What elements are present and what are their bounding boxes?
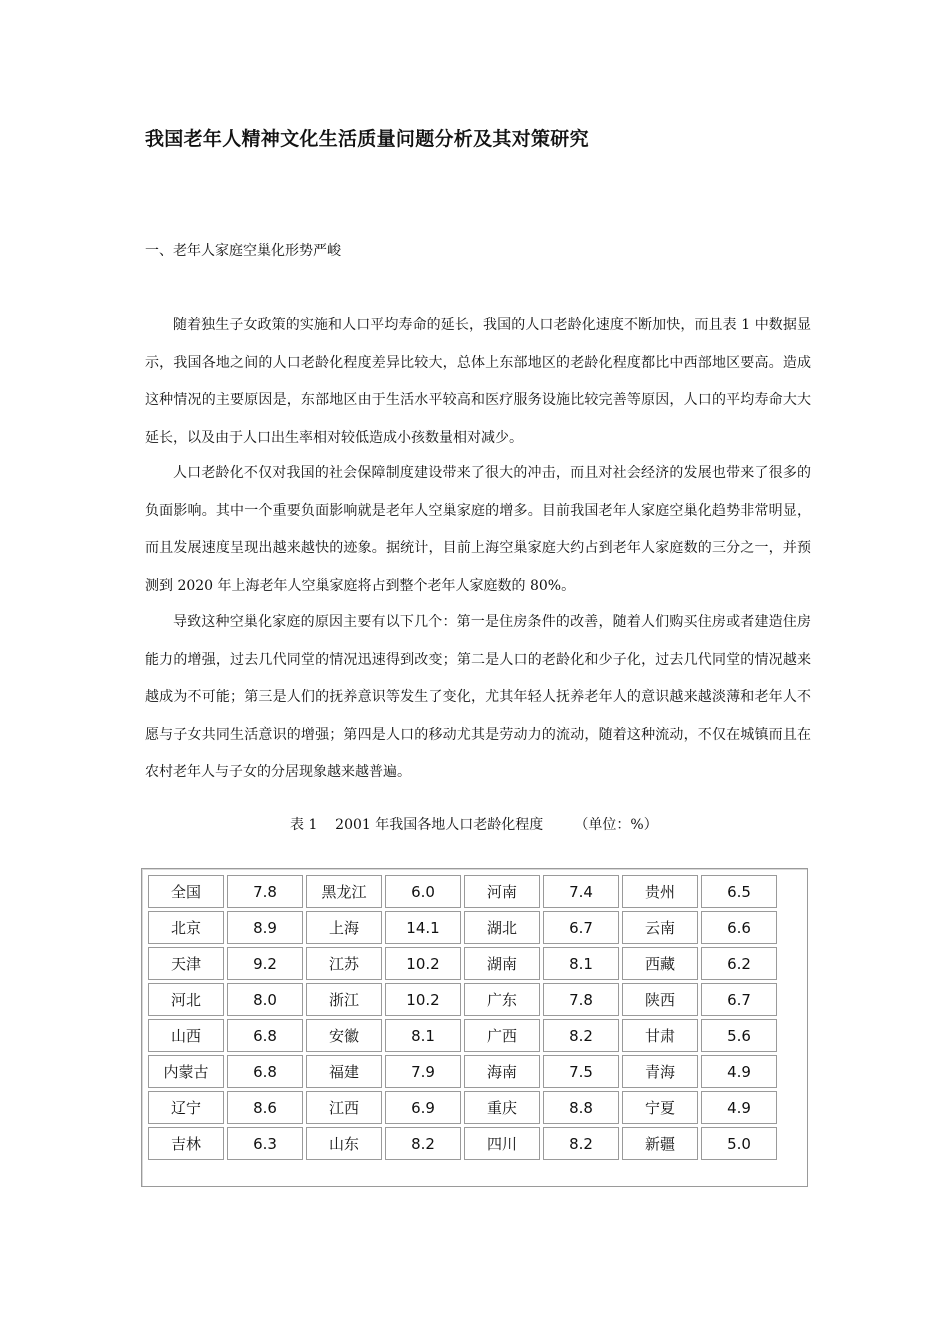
table-row <box>148 983 777 1016</box>
region-name-cell: 广西 <box>464 1019 540 1052</box>
aging-rate-cell: 5.0 <box>701 1127 777 1160</box>
aging-rate-cell: 14.1 <box>385 911 461 944</box>
section-heading: 一、老年人家庭空巢化形势严峻 <box>145 243 341 259</box>
region-name-cell: 安徽 <box>306 1019 382 1052</box>
region-name-cell: 黑龙江 <box>306 875 382 908</box>
region-name-cell: 全国 <box>148 875 224 908</box>
aging-rate-cell: 8.8 <box>543 1091 619 1124</box>
region-name-cell: 辽宁 <box>148 1091 224 1124</box>
region-name-cell: 湖南 <box>464 947 540 980</box>
region-name-cell: 吉林 <box>148 1127 224 1160</box>
aging-rate-cell: 7.8 <box>543 983 619 1016</box>
region-name-cell: 天津 <box>148 947 224 980</box>
region-name-cell: 宁夏 <box>622 1091 698 1124</box>
aging-rate-cell: 6.9 <box>385 1091 461 1124</box>
region-name-cell: 广东 <box>464 983 540 1016</box>
paragraph-3 <box>145 604 811 792</box>
aging-rate-cell: 8.6 <box>227 1091 303 1124</box>
aging-rate-cell: 8.1 <box>543 947 619 980</box>
aging-rate-cell: 5.6 <box>701 1019 777 1052</box>
table-row <box>148 1127 777 1160</box>
table-row <box>148 1091 777 1124</box>
aging-rate-cell: 6.8 <box>227 1019 303 1052</box>
aging-rate-cell: 4.9 <box>701 1055 777 1088</box>
aging-rate-cell: 6.7 <box>701 983 777 1016</box>
region-name-cell: 内蒙古 <box>148 1055 224 1088</box>
region-name-cell: 江苏 <box>306 947 382 980</box>
region-name-cell: 青海 <box>622 1055 698 1088</box>
aging-rate-cell: 6.7 <box>543 911 619 944</box>
region-name-cell: 云南 <box>622 911 698 944</box>
aging-rate-cell: 6.5 <box>701 875 777 908</box>
region-name-cell: 北京 <box>148 911 224 944</box>
region-name-cell: 西藏 <box>622 947 698 980</box>
aging-rate-cell: 10.2 <box>385 947 461 980</box>
paragraph-2 <box>145 455 811 605</box>
region-name-cell: 新疆 <box>622 1127 698 1160</box>
paragraph-text: 随着独生子女政策的实施和人口平均寿命的延长，我国的人口老龄化速度不断加快，而且表 1 中数据显示，我国各地之间的人口老龄化程度差异比较大，总体上东部地区的老龄化程度都比中西部地区要高。造成这种情况的主要原因是，东部地区由于生活水平较高和医疗服务设施比较完善等原因，人口的平均寿命大大延长，以及由于人口出生率相对较低造成小孩数量相对减少。 <box>145 317 811 446</box>
aging-rate-cell: 8.2 <box>385 1127 461 1160</box>
paragraph-text: 人口老龄化不仅对我国的社会保障制度建设带来了很大的冲击，而且对社会经济的发展也带来了很多的负面影响。其中一个重要负面影响就是老年人空巢家庭的增多。目前我国老年人家庭空巢化趋势非常明显，而且发展速度呈现出越来越快的迹象。据统计，目前上海空巢家庭大约占到老年人家庭数的三分之一，并预测到 2020 年上海老年人空巢家庭将占到整个老年人家庭数的 80%。 <box>145 465 811 594</box>
aging-rate-cell: 8.1 <box>385 1019 461 1052</box>
region-name-cell: 甘肃 <box>622 1019 698 1052</box>
table-row <box>148 911 777 944</box>
aging-rate-cell: 6.0 <box>385 875 461 908</box>
table-row <box>148 947 777 980</box>
paragraph-1 <box>145 307 811 457</box>
region-name-cell: 陕西 <box>622 983 698 1016</box>
aging-rate-cell: 4.9 <box>701 1091 777 1124</box>
region-name-cell: 海南 <box>464 1055 540 1088</box>
document-title: 我国老年人精神文化生活质量问题分析及其对策研究 <box>145 128 589 150</box>
region-name-cell: 河北 <box>148 983 224 1016</box>
aging-rate-cell: 6.3 <box>227 1127 303 1160</box>
region-name-cell: 江西 <box>306 1091 382 1124</box>
region-name-cell: 浙江 <box>306 983 382 1016</box>
aging-rate-cell: 6.8 <box>227 1055 303 1088</box>
aging-rate-cell: 7.4 <box>543 875 619 908</box>
aging-rate-cell: 6.2 <box>701 947 777 980</box>
aging-rate-cell: 8.2 <box>543 1127 619 1160</box>
aging-rate-cell: 7.9 <box>385 1055 461 1088</box>
region-name-cell: 重庆 <box>464 1091 540 1124</box>
aging-rate-cell: 8.2 <box>543 1019 619 1052</box>
region-name-cell: 山东 <box>306 1127 382 1160</box>
region-name-cell: 福建 <box>306 1055 382 1088</box>
region-name-cell: 上海 <box>306 911 382 944</box>
aging-table-frame <box>141 868 808 1187</box>
aging-table <box>145 872 780 1163</box>
region-name-cell: 贵州 <box>622 875 698 908</box>
region-name-cell: 山西 <box>148 1019 224 1052</box>
table-row <box>148 1055 777 1088</box>
region-name-cell: 四川 <box>464 1127 540 1160</box>
table-row <box>148 875 777 908</box>
aging-rate-cell: 8.9 <box>227 911 303 944</box>
region-name-cell: 湖北 <box>464 911 540 944</box>
aging-rate-cell: 8.0 <box>227 983 303 1016</box>
table-caption: 表 1 2001 年我国各地人口老龄化程度 （单位：%） <box>290 817 658 833</box>
aging-rate-cell: 7.8 <box>227 875 303 908</box>
aging-rate-cell: 10.2 <box>385 983 461 1016</box>
aging-rate-cell: 9.2 <box>227 947 303 980</box>
aging-rate-cell: 7.5 <box>543 1055 619 1088</box>
paragraph-text: 导致这种空巢化家庭的原因主要有以下几个：第一是住房条件的改善，随着人们购买住房或者建造住房能力的增强，过去几代同堂的情况迅速得到改变；第二是人口的老龄化和少子化，过去几代同堂的情况越来越成为不可能；第三是人们的抚养意识等发生了变化，尤其年轻人抚养老年人的意识越来越淡薄和老年人不愿与子女共同生活意识的增强；第四是人口的移动尤其是劳动力的流动，随着这种流动，不仅在城镇而且在农村老年人与子女的分居现象越来越普遍。 <box>145 614 811 780</box>
region-name-cell: 河南 <box>464 875 540 908</box>
aging-rate-cell: 6.6 <box>701 911 777 944</box>
table-row <box>148 1019 777 1052</box>
